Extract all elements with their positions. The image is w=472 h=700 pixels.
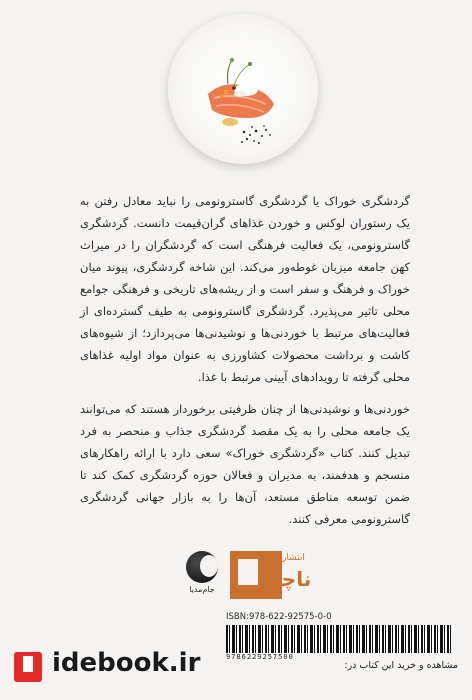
- watermark-logo[interactable]: [8, 646, 222, 688]
- jam-media-logo: [180, 551, 224, 603]
- book-icon: [8, 646, 48, 686]
- watermark-caption: مشاهده و خرید این کتاب در:: [344, 660, 458, 671]
- jam-media-label: جام‌مدیا: [189, 585, 215, 594]
- book-description: [80, 190, 410, 530]
- description-paragraph-2: خوردنی‌ها و نوشیدنی‌ها از چنان ظرفیتی برخوردار هستند که می‌توانند یک جامعه محلی را به یک مقصد گردشگری جذاب و منحصر به فرد تبدیل کنند. کتاب «گردشگری خوراک» سعی دارد با ارائه راهکارهای منسجم و هدفمند، به مدیران و فعالان حوزه گردشگری کمک کند تا ضمن توسعه مناطق مستعد، آن‌ها را به بازار جهانی گردشگری گاسترونومی معرفی کنند.: [80, 402, 410, 526]
- isbn-text: ISBN:978-622-92575-0-0: [226, 612, 332, 622]
- food-plate-photo: [168, 14, 318, 164]
- barcode-digits: 9786229257500: [226, 653, 451, 661]
- jam-media-ball-icon: [186, 551, 218, 583]
- najpa-label-top: انتشارات: [271, 553, 305, 563]
- watermark-site[interactable]: idebook.ir: [52, 648, 201, 678]
- najpa-publisher-logo: [230, 545, 322, 605]
- description-paragraph-1: گردشگری خوراک یا گردشگری گاسترونومی را نباید معادل رفتن به یک رستوران لوکس و خوردن غذاهای گران‌قیمت دانست. گردشگری گاسترونومی، یک فعالیت فرهنگی است که گردشگران را در میراث کهن جامعه میزبان غوطه‌ور می‌کند. این شاخه گردشگری، پیوند میان خوراک و فرهنگ و سفر است و از ریشه‌های تاریخی و فرهنگی جوامع محلی تاثیر می‌پذیرد. گردشگری گاسترونومی به طیف گسترده‌ای از فعالیت‌های مرتبط با خوردنی‌ها و نوشیدنی‌ها می‌پردازد؛ از شیوه‌های کاشت و برداشت محصولات کشاورزی به عنوان مواد اولیه غذاهای محلی گرفته تا رویدادهای آیینی مرتبط با غذا.: [80, 194, 410, 384]
- barcode-bars: [226, 625, 451, 655]
- plate-illustration: [168, 14, 318, 164]
- najpa-label-main: ناچار: [262, 567, 312, 591]
- publisher-logos: [180, 545, 325, 605]
